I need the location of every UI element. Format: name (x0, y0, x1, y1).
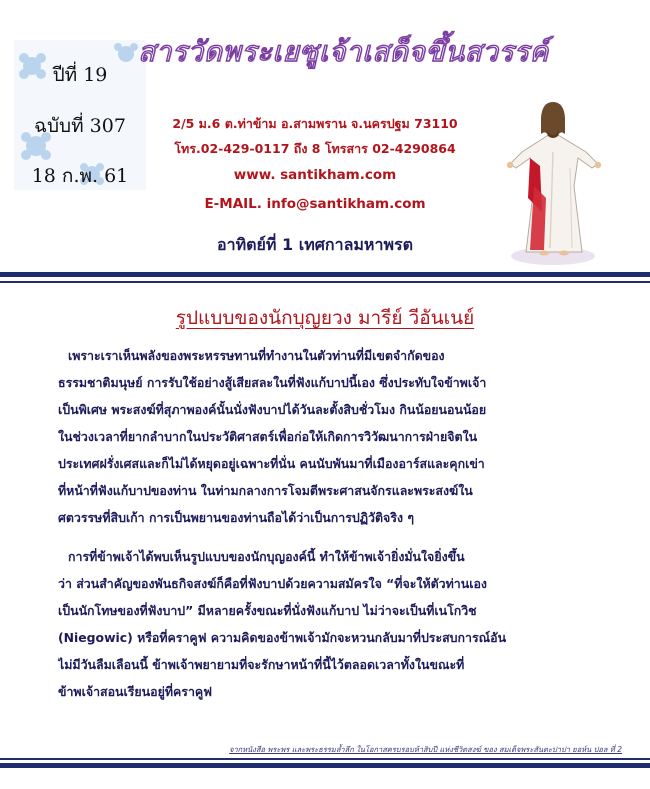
paragraph-line: ธรรมชาติมนุษย์ การรับใช้อย่างสู้เสียสละในที่ฟังแก้บาปนี้เอง ซึ่งประทับใจข้าพเจ้า (58, 375, 487, 390)
paragraph-line: ในช่วงเวลาที่ยากลำบากในประวัติศาสตร์เพื่อก่อให้เกิดการวิวัฒนาการฝ่ายจิตใน (58, 429, 478, 444)
divider-heavy-bottom (0, 763, 650, 768)
paragraph-line: เป็นนักโทษของที่ฟังบาป” มีหลายครั้งขณะที่นั่งฟังแก้บาป ไม่ว่าจะเป็นที่เนโกวิช (58, 603, 477, 618)
issue-year: ปีที่ 19 (52, 64, 108, 86)
divider-heavy-top (0, 272, 650, 277)
contact-phone: โทร.02-429-0117 ถึง 8 โทรสาร 02-4290864 (174, 141, 456, 156)
paragraph-line: ว่า ส่วนสำคัญของพันธกิจสงฆ์ก็คือที่ฟังบาปด้วยความสมัครใจ “ที่จะให้ตัวท่านเอง (58, 576, 487, 591)
liturgical-sunday: อาทิตย์ที่ 1 เทศกาลมหาพรต (217, 235, 413, 254)
article-source-citation: จากหนังสือ พระพร และพระธรรมล้ำลึก ในโอกาสครบรอบห้าสิบปี แห่งชีวิตสงฆ์ ของ สมเด็จพระสันตะปาปา ยอห์น ปอล ที่ 2 (229, 745, 622, 754)
paragraph-line: ไม่มีวันลืมเลือนนี้ ข้าพเจ้าพยายามที่จะรักษาหน้าที่นี้ไว้ตลอดเวลาทั้งในขณะที่ (58, 657, 465, 672)
paragraph-line: (Niegowic) หรือที่คราคูฟ ความคิดของข้าพเจ้ามักจะหวนกลับมาที่ประสบการณ์อัน (58, 630, 507, 645)
risen-jesus-figure-icon (498, 88, 608, 268)
article-paragraph-2 (58, 543, 603, 705)
contact-email[interactable]: E-MAIL. info@santikham.com (204, 196, 426, 212)
paragraph-line: ประเทศฝรั่งเศสและก็ไม่ได้หยุดอยู่เฉพาะที่นั่น คนนับพันมาที่เมืองอาร์สและคุกเข่า (58, 456, 485, 471)
issue-info-box (14, 40, 146, 190)
paragraph-line: เพราะเราเห็นพลังของพระหรรษทานที่ทำงานในตัวท่านที่มีเขตจำกัดของ (68, 348, 445, 363)
paragraph-line: ศตวรรษที่สิบเก้า การเป็นพยานของท่านถือได้ว่าเป็นการปฏิวัติจริง ๆ (58, 510, 414, 525)
contact-website[interactable]: www. santikham.com (233, 167, 397, 183)
divider-light-bottom (0, 758, 650, 760)
divider-light-top (0, 281, 650, 283)
masthead-title: สารวัดพระเยซูเจ้าเสด็จขึ้นสวรรค์ (138, 35, 549, 68)
issue-number: ฉบับที่ 307 (34, 115, 126, 137)
paragraph-line: การที่ข้าพเจ้าได้พบเห็นรูปแบบของนักบุญองค์นี้ ทำให้ข้าพเจ้ายิ่งมั่นใจยิ่งขึ้น (68, 549, 465, 564)
article-title: รูปแบบของนักบุญยวง มารีย์ วีอันเนย์ (175, 307, 475, 329)
paragraph-line: เป็นพิเศษ พระสงฆ์ที่สุภาพองค์นั้นนั่งฟังบาปได้วันละตั้งสิบชั่วโมง กินน้อยนอนน้อย (58, 402, 487, 417)
paragraph-line: ที่หน้าที่ฟังแก้บาปของท่าน ในท่ามกลางการโจมตีพระศาสนจักรและพระสงฆ์ใน (58, 483, 473, 498)
paragraph-line: ข้าพเจ้าสอนเรียนอยู่ที่คราคูฟ (58, 684, 212, 699)
issue-date: 18 ก.พ. 61 (31, 165, 129, 187)
article-paragraph-1 (58, 342, 603, 531)
contact-address: 2/5 ม.6 ต.ท่าข้าม อ.สามพราน จ.นครปฐม 73110 (172, 116, 458, 131)
